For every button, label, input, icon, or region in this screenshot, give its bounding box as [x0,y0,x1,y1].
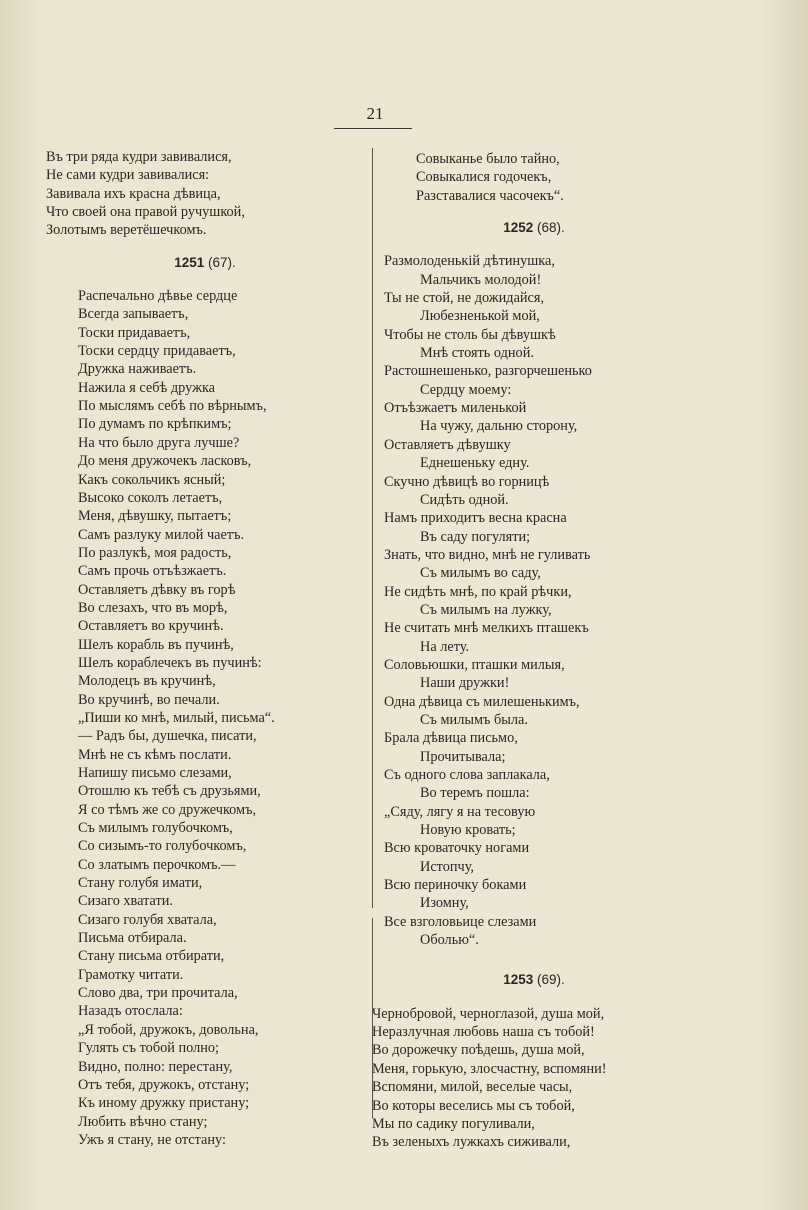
verse-line: Сердцу моему: [420,381,512,398]
left-column [46,148,364,1149]
verse-line: Всегда запываетъ, [78,306,189,323]
verse-line: Чтобы не столь бы дѣвушкѣ [384,326,556,343]
verse-line: Скучно дѣвицѣ во горницѣ [384,473,550,490]
verse-line: Дружка наживаетъ. [78,361,197,378]
verse-line: Всю периночку боками [384,877,527,894]
verse-line: Грамотку читати. [78,966,184,983]
song-heading-1252 [384,219,684,237]
song-1251-text [46,287,364,1149]
verse-line: По разлукѣ, моя радость, [78,544,232,561]
verse-line: Слово два, три прочитала, [78,985,238,1002]
verse-line: Оставляетъ дѣвку въ горѣ [78,581,236,598]
verse-line: Во которы веселись мы съ тобой, [372,1097,575,1114]
verse-line: Разставалися часочекъ“. [416,187,564,204]
verse-line: Распечально дѣвье сердце [78,288,238,305]
verse-line: Соловьюшки, пташки милыя, [384,656,565,673]
verse-line: По думамъ по крѣпкимъ; [78,416,232,433]
verse-line: Со сизымъ-то голубочкомъ, [78,838,247,855]
verse-line: Самъ прочь отъѣзжаетъ. [78,563,227,580]
verse-line: Во дорожечку поѣдешь, душа мой, [372,1042,585,1059]
verse-line: На что было друга лучше? [78,434,240,451]
verse-line: Мы по садику погуливали, [372,1115,535,1132]
verse-line: Тоски придаваетъ, [78,324,191,341]
song-ref: (68). [537,220,565,236]
verse-line: Брала дѣвица письмо, [384,730,518,747]
verse-line: Во слезахъ, что въ морѣ, [78,599,228,616]
verse-line: Прочитывала; [420,748,506,765]
song-number: 1252 [503,220,534,236]
verse-line: Размолоденькій дѣтинушка, [384,253,555,270]
verse-line: — Радъ бы, душечка, писати, [78,728,257,745]
verse-line: Совыканье было тайно, [416,151,560,167]
verse-line: Ты не стой, не дожидайся, [384,290,545,307]
verse-line: „Пиши ко мнѣ, милый, письма“. [78,709,275,726]
header-rule [334,128,412,129]
verse-line: Ужъ я стану, не отстану: [78,1131,226,1148]
verse-line: Съ милымъ была. [420,711,528,728]
verse-line: Съ милымъ во саду, [420,565,541,582]
verse-line: Гулять съ тобой полно; [78,1040,219,1057]
verse-line: Письма отбирала. [78,930,187,947]
right-column [372,150,684,1152]
verse-line: Одна дѣвица съ милешенькимъ, [384,693,580,710]
verse-line: Отъ тебя, дружокъ, отстану; [78,1076,250,1093]
verse-line: Самъ разлуку милой чаетъ. [78,526,245,543]
verse-line: Мнѣ стоять одной. [420,345,534,362]
verse-line: Съ одного слова заплакала, [384,767,550,783]
verse-line: Золотымъ веретёшечкомъ. [46,222,207,239]
verse-line: Неразлучная любовь наша съ тобой! [372,1024,595,1041]
song-1253-text [372,1005,684,1152]
verse-line: Шелъ кораблечекъ въ пучинѣ: [78,654,262,671]
verse-line: Совыкалися годочекъ, [416,169,552,186]
verse-line: Высоко соколъ летаетъ, [78,489,223,506]
verse-line: Знать, что видно, мнѣ не гуливать [384,546,591,563]
verse-line: Тоски сердцу придаваетъ, [78,343,236,360]
song-ref: (67). [208,254,236,270]
verse-line: Напишу письмо слезами, [78,765,232,781]
verse-line: Отъѣзжаетъ миленькой [384,400,527,417]
verse-line: Какъ сокольчикъ ясный; [78,471,226,488]
verse-line: Любезненькой мой, [420,308,540,325]
intro-verse [46,148,364,240]
column-divider [372,148,373,908]
verse-line: Наши дружки! [420,675,510,692]
verse-line: Сизаго хватати. [78,893,173,910]
verse-line: Чернобровой, черноглазой, душа мой, [372,1005,605,1022]
verse-line: „Я тобой, дружокъ, довольна, [78,1021,259,1038]
verse-line: Во кручинѣ, во печали. [78,691,220,708]
verse-line: Видно, полно: перестану, [78,1058,233,1075]
verse-line: Завивала ихъ красна дѣвица, [46,185,221,202]
verse-line: Что своей она правой ручушкой, [46,204,245,221]
verse-line: Сизаго голубя хватала, [78,911,217,928]
verse-line: Оболью“. [420,932,479,949]
verse-line: Съ милымъ голубочкомъ, [78,820,233,837]
verse-line: Во теремъ пошла: [420,785,530,802]
verse-line: Изомну, [420,895,469,912]
verse-line: По мыслямъ себѣ по вѣрнымъ, [78,398,267,415]
verse-line: Меня, дѣвушку, пытаетъ; [78,508,232,525]
verse-line: Намъ приходитъ весна красна [384,510,567,527]
verse-line: Со златымъ перочкомъ.— [78,856,236,873]
verse-line: Съ милымъ на лужку, [420,601,552,618]
verse-line: Я со тѣмъ же со дружечкомъ, [78,801,257,818]
page-number: 21 [366,104,384,123]
verse-line: Къ иному дружку пристану; [78,1095,250,1112]
verse-line: Не считать мнѣ мелкихъ пташекъ [384,620,589,637]
verse-line: Все взголовьице слезами [384,913,537,930]
verse-line: Оставляетъ во кручинѣ. [78,618,224,635]
verse-line: Молодецъ въ кручинѣ, [78,673,216,690]
verse-line: Мальчикъ молодой! [420,271,542,288]
verse-line: „Сяду, лягу я на тесовую [384,803,536,820]
verse-line: Въ зеленыхъ лужкахъ сиживали, [372,1134,571,1151]
verse-line: Не сами кудри завивалися: [46,167,210,184]
song-1252-text [384,252,684,949]
verse-line: Новую кровать; [420,822,516,839]
verse-line: Истопчу, [420,858,475,875]
song-ref: (69). [537,972,565,988]
verse-line: Нажила я себѣ дружка [78,379,216,396]
song-number: 1251 [174,254,205,270]
song-heading-1253 [384,971,684,989]
verse-line: Назадъ отослала: [78,1003,183,1020]
verse-line: Растошнешенько, разгорчешенько [384,363,592,380]
verse-line: Оставляетъ дѣвушку [384,436,511,453]
verse-line: До меня дружочекъ ласковъ, [78,453,252,470]
verse-line: Мнѣ не съ кѣмъ послати. [78,746,232,763]
verse-line: Любить вѣчно стану; [78,1113,208,1130]
song-number: 1253 [503,972,534,988]
verse-line: Стану письма отбирати, [78,948,225,965]
verse-line: Еднешеньку едну. [420,455,530,472]
verse-line: Шелъ корабль въ пучинѣ, [78,636,234,653]
verse-line: Всю кроваточку ногами [384,840,530,857]
verse-line: На чужу, дальню сторону, [420,418,578,435]
verse-line: Отошлю къ тебѣ съ друзьями, [78,783,261,800]
verse-line: Въ саду погуляти; [420,528,531,545]
verse-line: Не сидѣть мнѣ, по край рѣчки, [384,583,572,600]
verse-line: На лету. [420,638,470,655]
song-heading-1251 [46,254,364,272]
continued-verse [384,150,684,205]
verse-line: Стану голубя имати, [78,875,203,892]
verse-line: Въ три ряда кудри завивалися, [46,149,232,165]
verse-line: Сидѣть одной. [420,491,509,508]
verse-line: Вспомяни, милой, веселые часы, [372,1079,573,1096]
verse-line: Меня, горькую, злосчастну, вспомяни! [372,1060,607,1077]
